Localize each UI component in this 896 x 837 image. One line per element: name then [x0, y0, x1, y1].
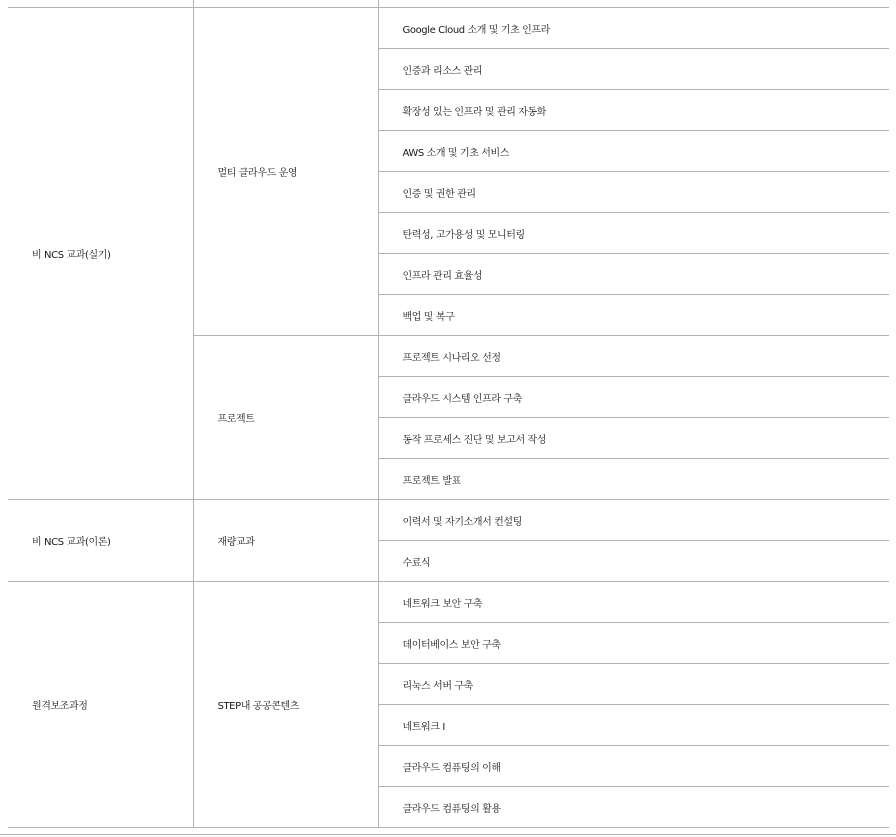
category-cell: 원격보조과정 [8, 582, 193, 828]
table-row [8, 582, 889, 623]
unit-cell: 인프라 관리 효율성 [378, 254, 889, 295]
unit-cell: 네트워크 보안 구축 [378, 582, 889, 623]
unit-cell: 인증과 리소스 관리 [378, 49, 889, 90]
unit-cell: 클라우드 컴퓨팅의 이해 [378, 746, 889, 787]
course-cell-blank [193, 0, 378, 8]
unit-cell: AWS 소개 및 기초 서비스 [378, 131, 889, 172]
unit-cell-blank [378, 0, 889, 8]
unit-cell: 확장성 있는 인프라 및 관리 자동화 [378, 90, 889, 131]
course-cell: 재량교과 [193, 500, 378, 582]
unit-cell: 탄력성, 고가용성 및 모니터링 [378, 213, 889, 254]
category-cell: 비 NCS 교과(이론) [8, 500, 193, 582]
unit-cell: 인증 및 권한 관리 [378, 172, 889, 213]
course-cell: STEP내 공공콘텐츠 [193, 582, 378, 828]
course-cell: 멀티 클라우드 운영 [193, 8, 378, 336]
curriculum-table [8, 0, 889, 828]
unit-cell: 클라우드 시스템 인프라 구축 [378, 377, 889, 418]
category-cell-blank [8, 0, 193, 8]
unit-cell: 수료식 [378, 541, 889, 582]
table-row [8, 500, 889, 541]
curriculum-table-body [8, 0, 889, 828]
table-row-previous-section-end [8, 0, 889, 8]
unit-cell: 이력서 및 자기소개서 컨설팅 [378, 500, 889, 541]
course-cell: 프로젝트 [193, 336, 378, 500]
category-cell: 비 NCS 교과(실기) [8, 8, 193, 500]
unit-cell: 네트워크 I [378, 705, 889, 746]
unit-cell: 동작 프로세스 진단 및 보고서 작성 [378, 418, 889, 459]
unit-cell: 리눅스 서버 구축 [378, 664, 889, 705]
table-row [8, 8, 889, 49]
unit-cell: 프로젝트 시나리오 선정 [378, 336, 889, 377]
unit-cell: 데이터베이스 보안 구축 [378, 623, 889, 664]
unit-cell: 프로젝트 발표 [378, 459, 889, 500]
unit-cell: Google Cloud 소개 및 기초 인프라 [378, 8, 889, 49]
page-bottom-divider [0, 834, 896, 835]
unit-cell: 클라우드 컴퓨팅의 활용 [378, 787, 889, 828]
unit-cell: 백업 및 복구 [378, 295, 889, 336]
